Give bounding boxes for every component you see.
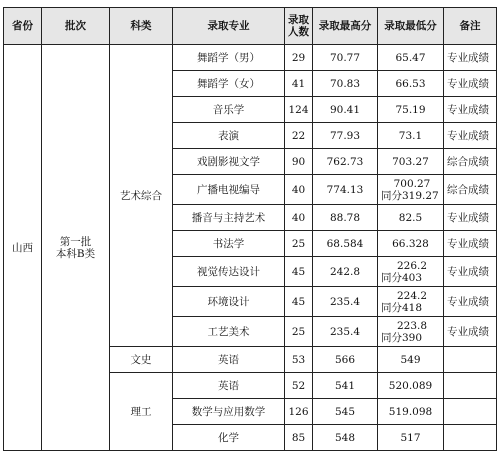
major-cell: 英语 [173,347,285,373]
major-cell: 数学与应用数学 [173,399,285,425]
count-cell: 53 [285,347,313,373]
count-cell: 45 [285,287,313,317]
min-score-value: 75.19 [395,103,426,116]
min-score-cell [378,71,444,97]
note-cell: 专业成绩 [444,257,497,287]
header-min-score: 录取最低分 [378,8,444,45]
min-score-cell [378,97,444,123]
min-score-value: 519.098 [388,405,433,418]
header-major: 录取专业 [173,8,285,45]
max-score-cell: 70.77 [313,45,378,71]
count-cell: 40 [285,205,313,231]
note-cell: 专业成绩 [444,317,497,347]
max-score-cell: 548 [313,425,378,451]
header-row [4,8,497,45]
max-score-cell: 235.4 [313,317,378,347]
major-cell: 播音与主持艺术 [173,205,285,231]
min-score-value: 517 [400,431,421,444]
min-score-cell [378,257,444,287]
category-arts: 艺术综合 [110,45,173,347]
major-cell: 戏剧影视文学 [173,149,285,175]
note-cell [444,399,497,425]
category-wenshi: 文史 [110,347,173,373]
min-score-value: 224.2 [396,289,428,302]
min-score-value: 520.089 [388,379,433,392]
note-cell: 综合成绩 [444,175,497,205]
batch-line2: 本科B类 [55,247,96,260]
min-score-tie-note: 同分403 [381,271,423,284]
note-cell: 专业成绩 [444,287,497,317]
min-score-value: 549 [400,353,421,366]
count-cell: 25 [285,231,313,257]
count-cell: 85 [285,425,313,451]
province-cell: 山西 [4,45,42,451]
note-cell [444,347,497,373]
header-batch: 批次 [42,8,110,45]
header-province: 省份 [4,8,42,45]
count-cell: 45 [285,257,313,287]
note-cell: 专业成绩 [444,45,497,71]
header-count-line2: 人数 [288,26,309,38]
batch-line1: 第一批 [59,235,92,248]
max-score-cell: 762.73 [313,149,378,175]
min-score-cell [378,205,444,231]
count-cell: 124 [285,97,313,123]
min-score-cell [378,175,444,205]
major-cell: 广播电视编导 [173,175,285,205]
major-cell: 舞蹈学（女） [173,71,285,97]
max-score-cell: 77.93 [313,123,378,149]
min-score-tie-note: 同分319.27 [381,189,439,202]
note-cell [444,373,497,399]
min-score-cell [378,231,444,257]
max-score-cell: 90.41 [313,97,378,123]
category-ligong: 理工 [110,373,173,451]
max-score-cell: 566 [313,347,378,373]
max-score-cell: 541 [313,373,378,399]
note-cell: 专业成绩 [444,97,497,123]
count-cell: 22 [285,123,313,149]
min-score-cell [378,317,444,347]
header-category: 科类 [110,8,173,45]
note-cell: 专业成绩 [444,231,497,257]
header-count [285,8,313,45]
note-cell: 专业成绩 [444,205,497,231]
admission-scores-table [3,7,497,451]
note-cell: 综合成绩 [444,149,497,175]
header-max-score: 录取最高分 [313,8,378,45]
major-cell: 化学 [173,425,285,451]
major-cell: 英语 [173,373,285,399]
count-cell: 29 [285,45,313,71]
max-score-cell: 545 [313,399,378,425]
min-score-tie-note: 同分390 [381,331,423,344]
major-cell: 音乐学 [173,97,285,123]
min-score-value: 65.47 [395,51,426,64]
count-cell: 41 [285,71,313,97]
max-score-cell: 68.584 [313,231,378,257]
major-cell: 工艺美术 [173,317,285,347]
min-score-value: 700.27 [393,177,431,190]
min-score-cell [378,123,444,149]
max-score-cell: 88.78 [313,205,378,231]
min-score-tie-note: 同分418 [381,301,423,314]
max-score-cell: 242.8 [313,257,378,287]
min-score-cell [378,425,444,451]
count-cell: 25 [285,317,313,347]
header-count-line1: 录取 [288,14,309,26]
min-score-value: 73.1 [398,129,423,142]
batch-cell [42,45,110,451]
note-cell: 专业成绩 [444,71,497,97]
note-cell [444,425,497,451]
min-score-cell [378,287,444,317]
min-score-cell [378,373,444,399]
min-score-value: 223.8 [396,319,428,332]
count-cell: 52 [285,373,313,399]
note-cell: 专业成绩 [444,123,497,149]
max-score-cell: 235.4 [313,287,378,317]
major-cell: 环境设计 [173,287,285,317]
count-cell: 90 [285,149,313,175]
min-score-value: 226.2 [396,259,428,272]
table-row [4,45,497,71]
max-score-cell: 70.83 [313,71,378,97]
major-cell: 舞蹈学（男） [173,45,285,71]
header-note: 备注 [444,8,497,45]
count-cell: 40 [285,175,313,205]
min-score-value: 66.53 [395,77,426,90]
min-score-cell [378,149,444,175]
count-cell: 126 [285,399,313,425]
max-score-cell: 774.13 [313,175,378,205]
major-cell: 视觉传达设计 [173,257,285,287]
min-score-cell [378,399,444,425]
min-score-value: 66.328 [392,237,429,250]
min-score-cell [378,45,444,71]
min-score-value: 82.5 [398,211,423,224]
min-score-cell [378,347,444,373]
min-score-value: 703.27 [392,155,429,168]
major-cell: 书法学 [173,231,285,257]
major-cell: 表演 [173,123,285,149]
